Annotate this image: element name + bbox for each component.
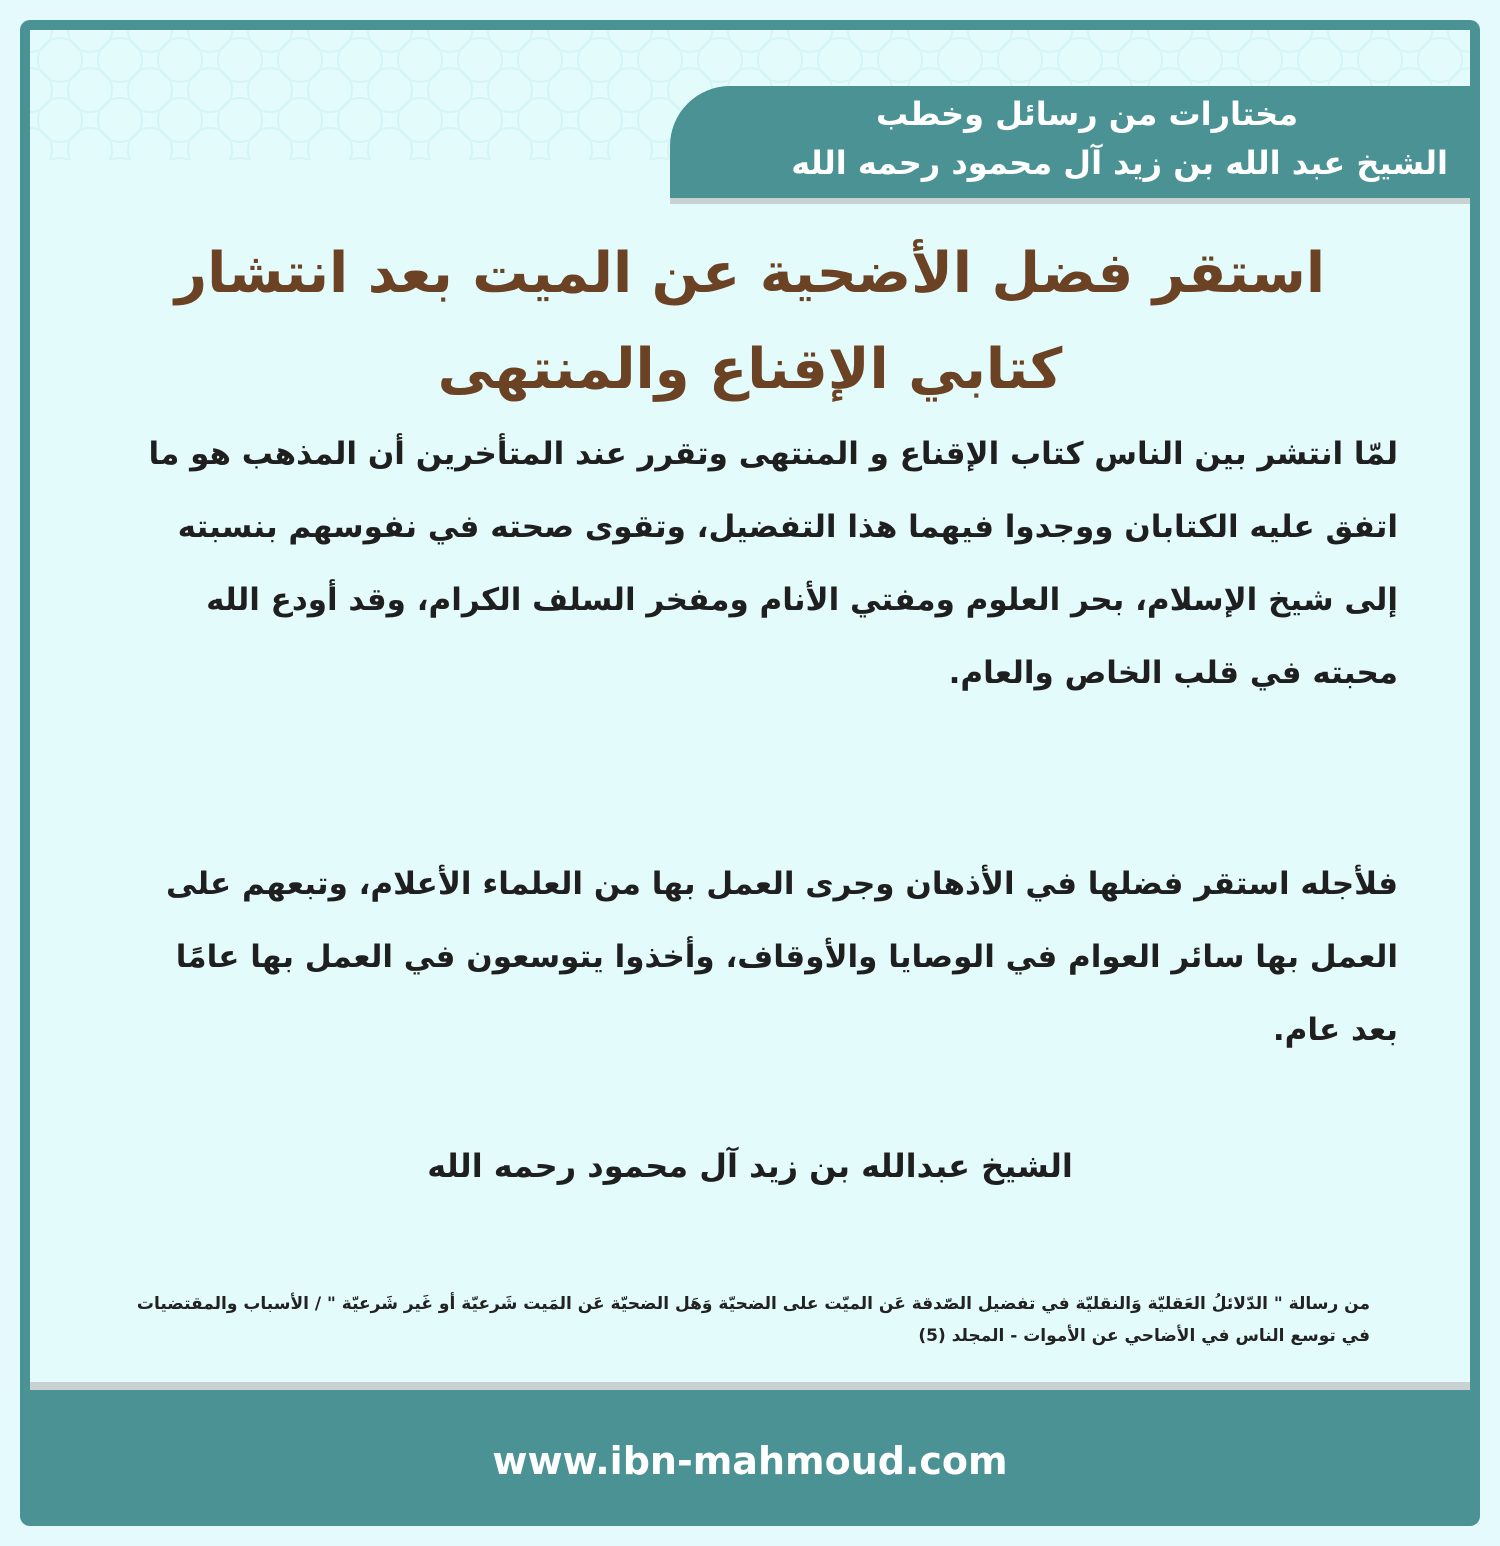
header-subtitle: مختارات من رسائل وخطب [875,95,1298,133]
header-band [670,86,1470,204]
title-line-1: استقر فضل الأضحية عن الميت بعد انتشار [174,241,1326,306]
source-citation: من رسالة " الدّلائلُ العَقليّة وَالنقليّة في تفضيل الصّدقة عَن الميّت على الضحيّة وَهَل الضحيّة عَن المَيت شَرعيّة أو غَير شَرعيّة " / الأسباب والمقتضيات في توسع الناس في الأضاحي عن الأموات - المجلد (5) [136,1294,1370,1346]
card-frame [20,20,1480,1526]
content-panel [30,30,1470,1390]
page-title [120,226,1380,418]
title-line-2: كتابي الإقناع والمنتهى [437,337,1063,402]
divider [30,1382,1470,1390]
header-author: الشيخ عبد الله بن زيد آل محمود رحمه الله [791,144,1448,182]
body-paragraph-2: فلأجله استقر فضلها في الأذهان وجرى العمل بها من العلماء الأعلام، وتبعهم على العمل بها سائر العوام في الوصايا والأوقاف، وأخذوا يتوسعون في العمل بها عامًا بعد عام. [166,866,1398,1048]
author-signature: الشيخ عبدالله بن زيد آل محمود رحمه الله [427,1147,1073,1185]
body-paragraph-1: لمّا انتشر بين الناس كتاب الإقناع و المنتهى وتقرر عند المتأخرين أن المذهب هو ما اتفق عليه الكتابان ووجدوا فيهما هذا التفضيل، وتقوى صحته في نفوسهم بنسبته إلى شيخ الإسلام، بحر العلوم ومفتي الأنام ومفخر السلف الكرام، وقد أودع الله محبته في قلب الخاص والعام. [148,436,1398,691]
website-link[interactable]: www.ibn-mahmoud.com [492,1439,1008,1483]
